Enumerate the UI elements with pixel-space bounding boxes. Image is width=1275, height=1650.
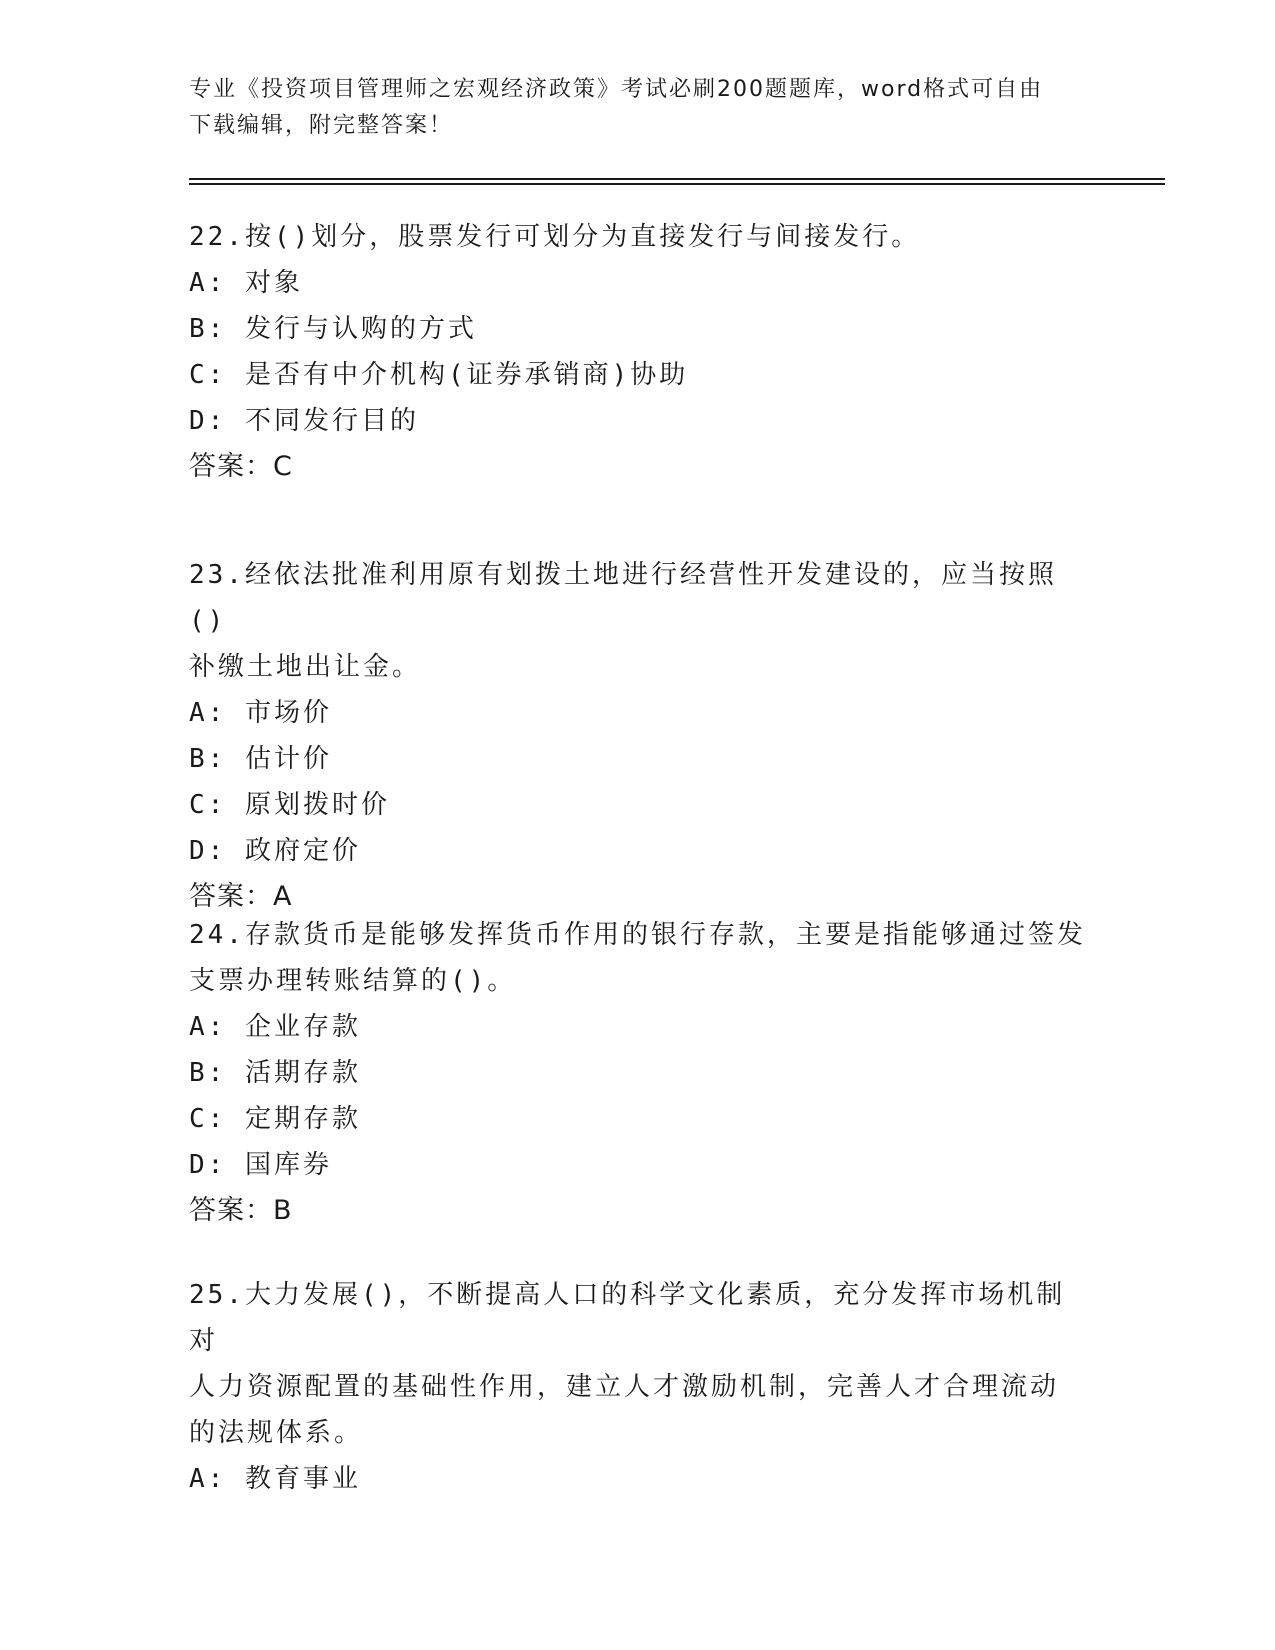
option-b: B: 活期存款 xyxy=(189,1058,361,1088)
option-d: D: 不同发行目的 xyxy=(189,406,419,436)
option-a: A: 企业存款 xyxy=(189,1012,361,1042)
option-a: A: 教育事业 xyxy=(189,1464,361,1494)
header-divider-bottom xyxy=(189,183,1165,185)
question-stem-line-2: 支票办理转账结算的()。 xyxy=(189,966,517,996)
question-25 xyxy=(189,1272,1089,1502)
question-stem-line-1: 23.经依法批准利用原有划拨土地进行经营性开发建设的，应当按照() xyxy=(189,560,1057,636)
question-23 xyxy=(189,552,1089,920)
option-c: C: 是否有中介机构(证券承销商)协助 xyxy=(189,360,689,390)
question-stem-line-1: 24.存款货币是能够发挥货币作用的银行存款，主要是指能够通过签发 xyxy=(189,920,1086,950)
option-a: A: 对象 xyxy=(189,268,303,298)
option-b: B: 估计价 xyxy=(189,744,332,774)
header-divider-top xyxy=(189,178,1165,180)
question-22 xyxy=(189,214,1089,490)
option-c: C: 定期存款 xyxy=(189,1104,361,1134)
answer: 答案：A xyxy=(189,881,293,912)
option-d: D: 政府定价 xyxy=(189,836,361,866)
question-stem-line-2: 人力资源配置的基础性作用，建立人才激励机制，完善人才合理流动 xyxy=(189,1372,1060,1402)
header-line-1: 专业《投资项目管理师之宏观经济政策》考试必刷200题题库，word格式可自由 xyxy=(189,77,1044,102)
question-stem-line-2: 补缴土地出让金。 xyxy=(189,652,422,682)
header-line-2: 下载编辑，附完整答案！ xyxy=(189,113,454,138)
option-d: D: 国库券 xyxy=(189,1150,332,1180)
question-stem-line-3: 的法规体系。 xyxy=(189,1418,364,1448)
option-c: C: 原划拨时价 xyxy=(189,790,390,820)
answer: 答案：B xyxy=(189,1195,293,1226)
document-header xyxy=(189,72,1089,144)
answer: 答案：C xyxy=(189,451,293,482)
question-stem: 22.按()划分，股票发行可划分为直接发行与间接发行。 xyxy=(189,222,921,252)
question-24 xyxy=(189,912,1089,1234)
option-b: B: 发行与认购的方式 xyxy=(189,314,477,344)
option-a: A: 市场价 xyxy=(189,698,332,728)
question-stem-line-1: 25.大力发展()，不断提高人口的科学文化素质，充分发挥市场机制对 xyxy=(189,1280,1066,1356)
